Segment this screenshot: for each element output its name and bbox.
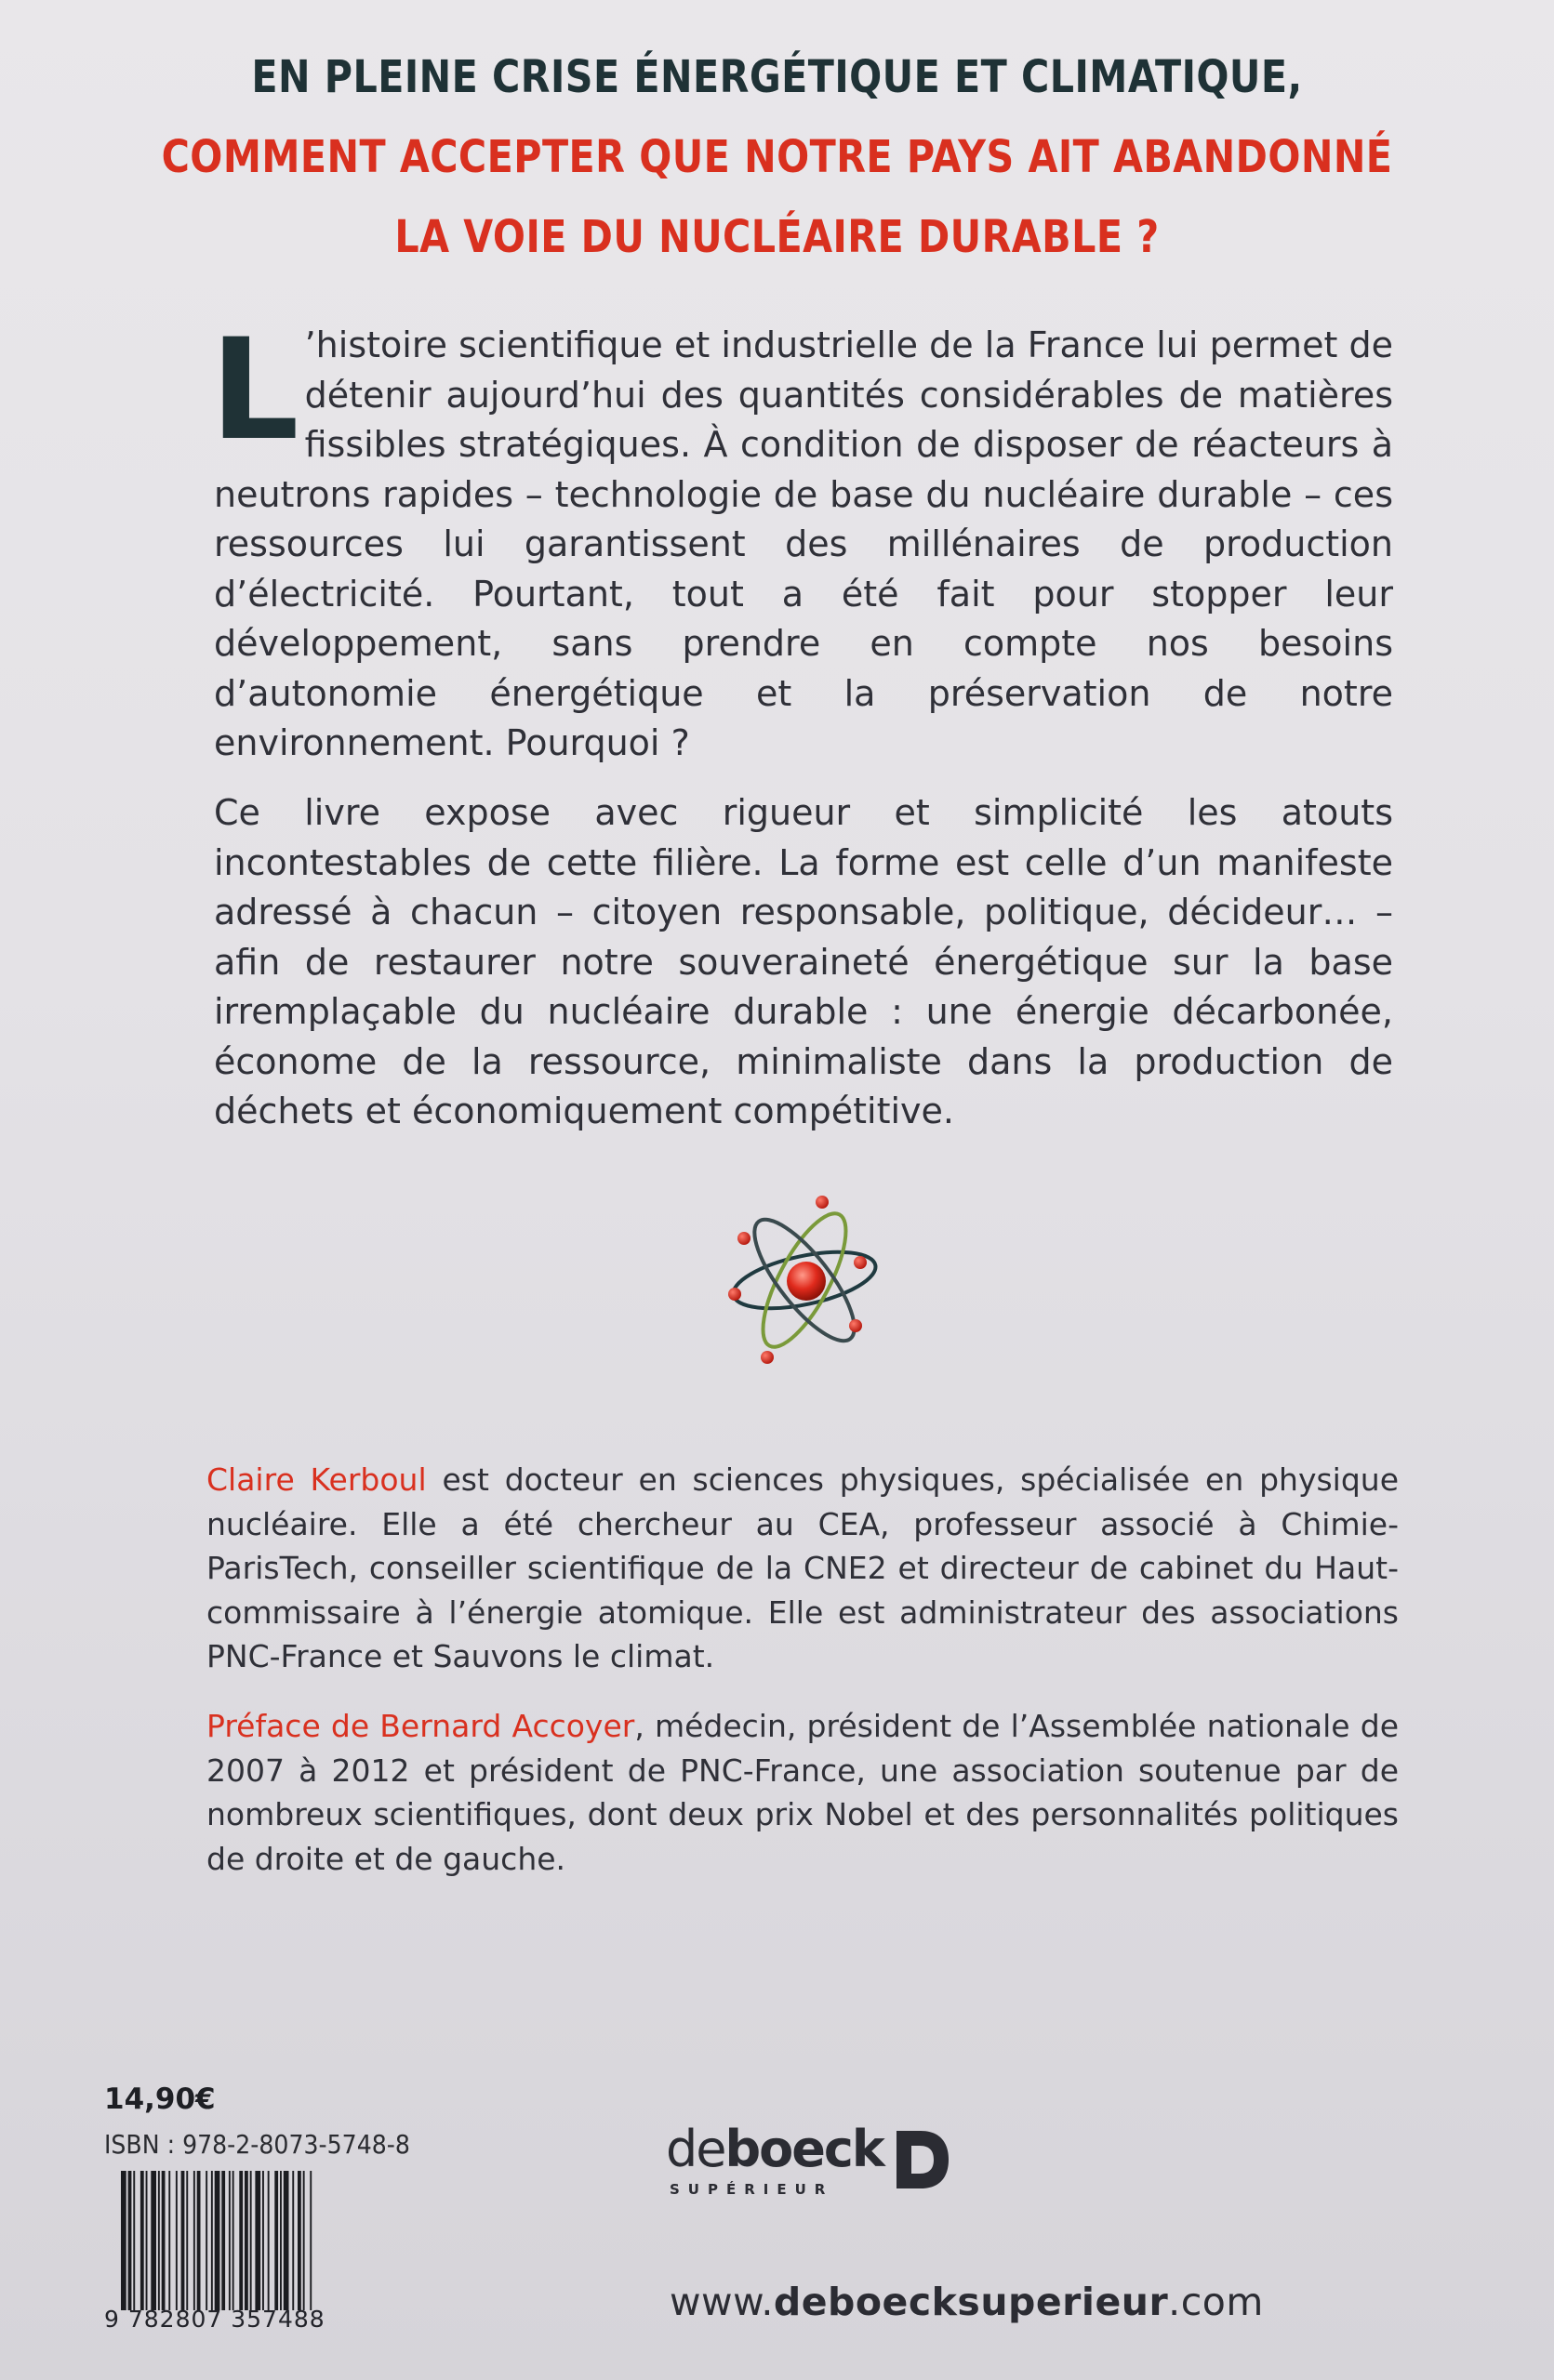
drop-cap: L (210, 310, 299, 471)
publisher-website: www.deboecksuperieur.com (670, 2280, 1264, 2324)
barcode (121, 2171, 365, 2310)
author-bio-text: est docteur en sciences physiques, spécialisée en physique nucléaire. Elle a été chercheur au CEA, professeur associé à Chimie-ParisTech, conseiller scientifique de la CNE2 et directeur de cabinet du Haut-commissaire à l’énergie atomique. Elle est administrateur des associations PNC-France et Sauvons le climat. (206, 1461, 1399, 1674)
headline-line-1: EN PLEINE CRISE ÉNERGÉTIQUE ET CLIMATIQUE, (251, 51, 1303, 103)
publisher-wordmark: deboeck (666, 2120, 883, 2178)
preface-text: , médecin, président de l’Assemblée nationale de 2007 à 2012 et président de PNC-France, une association soutenue par de nombreux scientifiques, dont deux prix Nobel et des personnalités politiques de droite et de gauche. (206, 1708, 1400, 1877)
atom-icon (725, 1190, 883, 1371)
barcode-number: 9 782807 357488 (104, 2306, 325, 2333)
paragraph-1-text: ’histoire scientifique et industrielle de la France lui permet de détenir aujourd’hui des quantités considérables de matières fissibles stratégiques. À condition de disposer de réacteurs à neutrons rapides – technologie de base du nucléaire durable – ces ressources lui garantissent des millénaires de production d’électricité. Pourtant, tout a été fait pour stopper leur développement, sans prendre en compte nos besoins d’autonomie énergétique et la préservation de notre environnement. Pourquoi ? (214, 324, 1393, 763)
author-name: Claire Kerboul (206, 1461, 427, 1498)
publisher-d-mark (893, 2127, 950, 2192)
author-bio (206, 1458, 1399, 1679)
isbn: ISBN : 978-2-8073-5748-8 (104, 2129, 410, 2160)
publisher-subtitle: SUPÉRIEUR (670, 2181, 834, 2198)
headline-line-3: LA VOIE DU NUCLÉAIRE DURABLE ? (394, 211, 1160, 263)
description-paragraph-1 (210, 310, 1393, 769)
preface-note (206, 1704, 1399, 1881)
preface-label: Préface de Bernard Accoyer (206, 1708, 635, 1744)
price: 14,90€ (104, 2082, 216, 2116)
headline-line-2: COMMENT ACCEPTER QUE NOTRE PAYS AIT ABANDONNÉ (161, 131, 1393, 183)
description-paragraph-2: Ce livre expose avec rigueur et simplicité les atouts incontestables de cette filière. La forme est celle d’un manifeste adressé à chacun – citoyen responsable, politique, décideur… – afin de restaurer notre souveraineté énergétique sur la base irremplaçable du nucléaire durable : une énergie décarbonée, économe de la ressource, minimaliste dans la production de déchets et économiquement compétitive. (214, 792, 1393, 1131)
publisher-logo (666, 2120, 954, 2213)
headline (0, 37, 1554, 277)
